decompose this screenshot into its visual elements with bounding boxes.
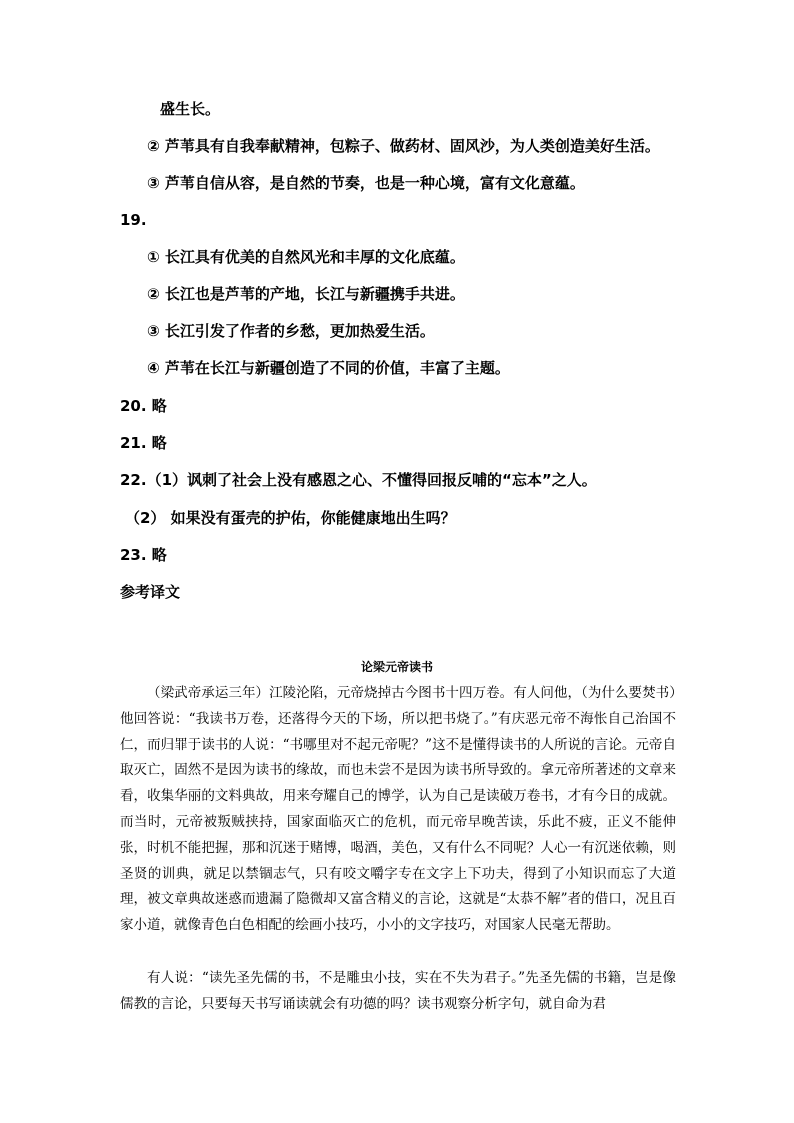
translation-title: 论梁元帝读书	[360, 660, 433, 674]
answer-line-2: ② 芦苇具有自我奉献精神，包粽子、做药材、固风沙，为人类创造美好生活。	[147, 137, 660, 155]
question-23: 23. 略	[120, 546, 167, 564]
question-20: 20. 略	[120, 397, 167, 415]
translation-paragraph-1: （梁武帝承运三年）江陵沦陷，元帝烧掉古今图书十四万卷。有人问他，（为什么要焚书）他回答说：“我读书万卷，还落得今天的下场，所以把书烧了。”有庆恶元帝不海怅自己治国不仁，而归罪于读书的人说：“书哪里对不起元帝呢？”这不是懂得读书的人所说的言论。元帝自取灭亡，固然不是因为读书的缘故，而也未尝不是因为读书所导致的。拿元帝所著述的文章来看，收集华丽的文料典故，用来夸耀自己的博学，认为自己是读破万卷书，才有今日的成就。而当时，元帝被叛贼挟持，国家面临灭亡的危机，而元帝早晚苦读，乐此不疲，正义不能伸张，时机不能把握，那和沉迷于赌博，喝酒，美色，又有什么不同呢？人心一有沉迷依赖，则圣贤的训典，就足以禁锢志气，只有咬文嚼字专在文字上下功夫，得到了小知识而忘了大道理，被文章典故迷惑而遗漏了隐微却又富含精义的言论，这就是“太恭不解”者的借口，况且百家小道，就像青色白色相配的绘画小技巧，小小的文字技巧，对国家人民毫无帮助。	[120, 685, 676, 934]
question-19-item-3: ③ 长江引发了作者的乡愁，更加热爱生活。	[147, 322, 435, 340]
answer-line-3: ③ 芦苇自信从容，是自然的节奏，也是一种心境，富有文化意蕴。	[147, 174, 585, 192]
translation-paragraph-2: 有人说：“读先圣先儒的书，不是雕虫小技，实在不失为君子。”先圣先儒的书籍，岂是像儒教的言论，只要每天书写诵读就会有功德的吗？读书观察分析字句，就自命为君	[120, 970, 676, 1012]
question-19-item-1: ① 长江具有优美的自然风光和丰厚的文化底蕴。	[147, 248, 465, 266]
question-19-item-4: ④ 芦苇在长江与新疆创造了不同的价值，丰富了主题。	[147, 359, 510, 377]
answer-line-1: 盛生长。	[160, 100, 221, 118]
question-21: 21. 略	[120, 434, 167, 452]
question-19-item-2: ② 长江也是芦苇的产地，长江与新疆携手共进。	[147, 285, 465, 303]
question-19-label: 19.	[120, 211, 147, 229]
question-22-part-2: （2） 如果没有蛋壳的护佑，你能健康地出生吗？	[125, 509, 456, 527]
translation-heading: 参考译文	[120, 583, 181, 601]
question-22-part-1: 22.（1）讽刺了社会上没有感恩之心、不懂得回报反哺的“忘本”之人。	[120, 471, 597, 489]
